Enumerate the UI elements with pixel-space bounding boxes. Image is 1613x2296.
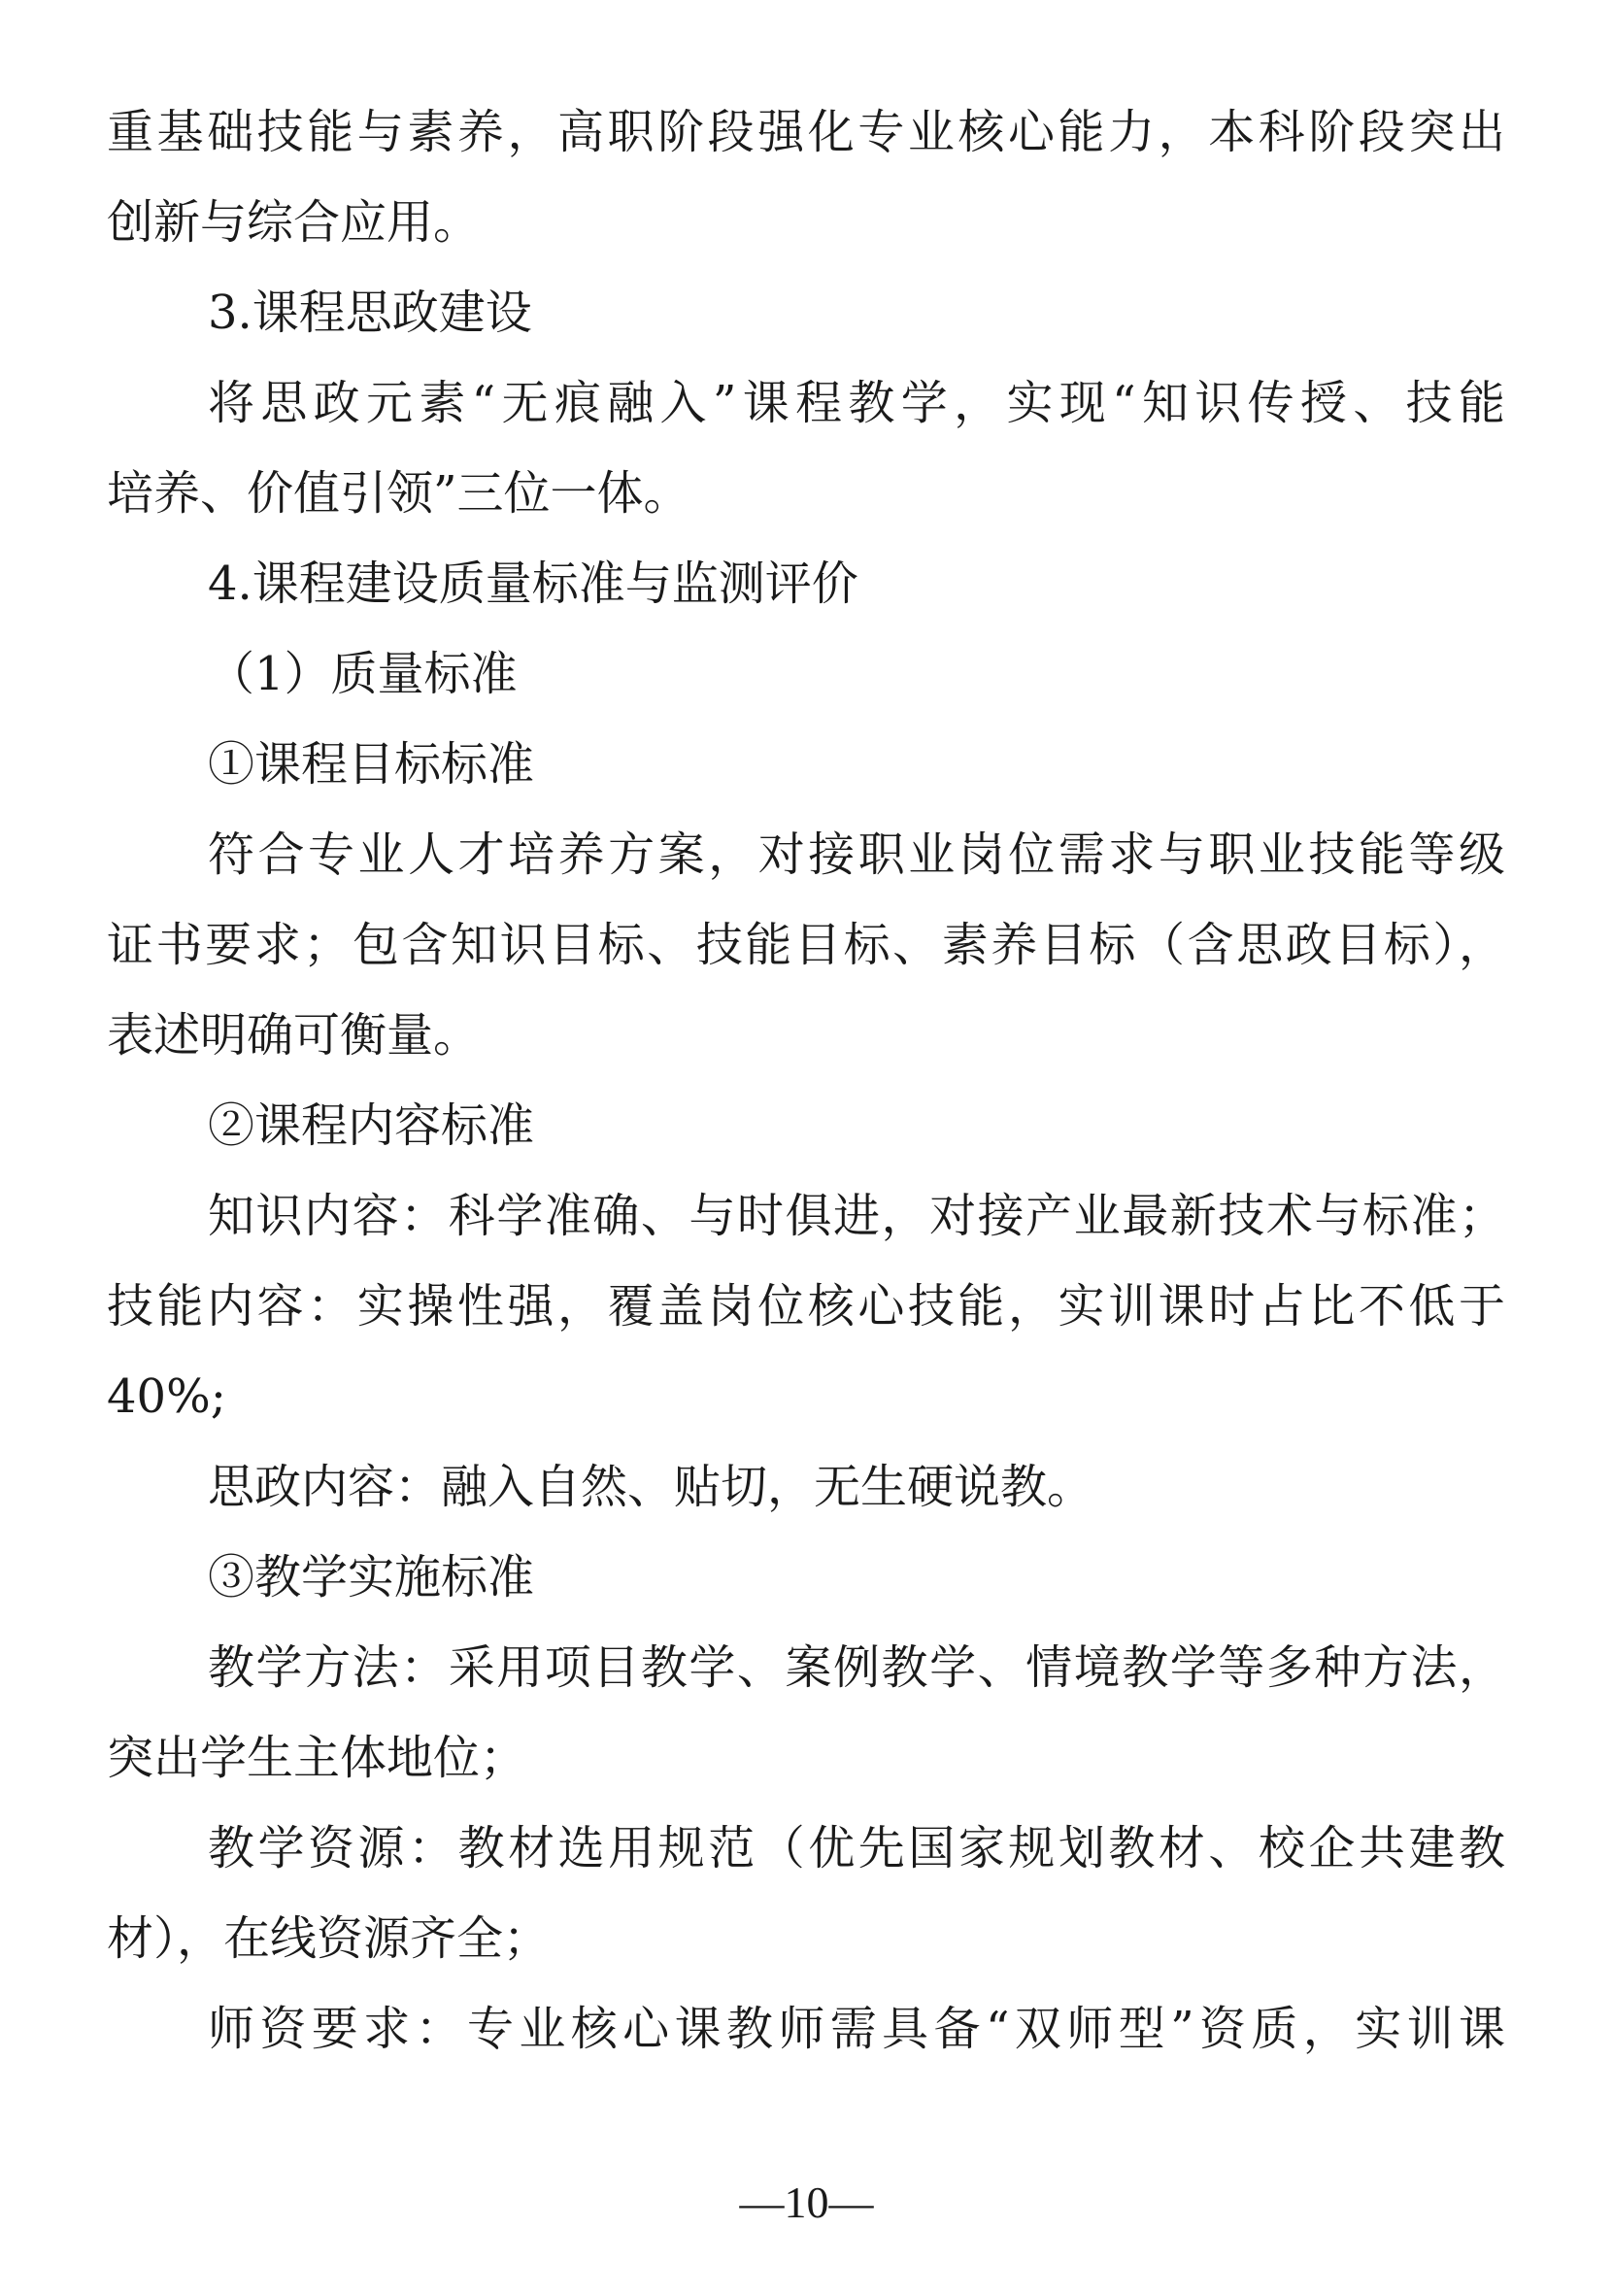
- text-line: 突出学生主体地位；: [107, 1731, 527, 1785]
- text-line: 材），在线资源齐全；: [107, 1911, 551, 1966]
- text-line: （1）质量标准: [208, 647, 518, 701]
- text-line: 思政内容：融入自然、贴切，无生硬说教。: [208, 1460, 1094, 1514]
- text-line: 重基础技能与素养，高职阶段强化专业核心能力，本科阶段突出: [107, 105, 1505, 159]
- text-line: 符合专业人才培养方案，对接职业岗位需求与职业技能等级: [208, 827, 1505, 882]
- text-line: 教学方法：采用项目教学、案例教学、情境教学等多种方法，: [208, 1640, 1505, 1695]
- body-text: [107, 87, 1505, 2075]
- text-line: 创新与综合应用。: [107, 195, 481, 250]
- text-line: 培养、价值引领”三位一体。: [107, 466, 690, 521]
- text-line: ①课程目标标准: [208, 737, 535, 792]
- text-line: 4.课程建设质量标准与监测评价: [208, 557, 858, 611]
- text-line: 技能内容：实操性强，覆盖岗位核心技能，实训课时占比不低于: [107, 1279, 1505, 1334]
- text-line: 知识内容：科学准确、与时俱进，对接产业最新技术与标准；: [208, 1189, 1505, 1243]
- text-line: ③教学实施标准: [208, 1550, 535, 1604]
- text-line: 师资要求：专业核心课教师需具备“双师型”资质，实训课: [208, 2002, 1505, 2056]
- text-line: ②课程内容标准: [208, 1098, 535, 1153]
- page-number: —10—: [739, 2178, 874, 2227]
- text-line: 40%;: [107, 1369, 226, 1424]
- text-line: 3.课程思政建设: [208, 286, 532, 340]
- text-line: 表述明确可衡量。: [107, 1008, 481, 1063]
- text-line: 将思政元素“无痕融入”课程教学，实现“知识传授、技能: [208, 376, 1505, 430]
- text-line: 教学资源：教材选用规范（优先国家规划教材、校企共建教: [208, 1821, 1505, 1875]
- text-line: 证书要求；包含知识目标、技能目标、素养目标（含思政目标），: [107, 918, 1505, 972]
